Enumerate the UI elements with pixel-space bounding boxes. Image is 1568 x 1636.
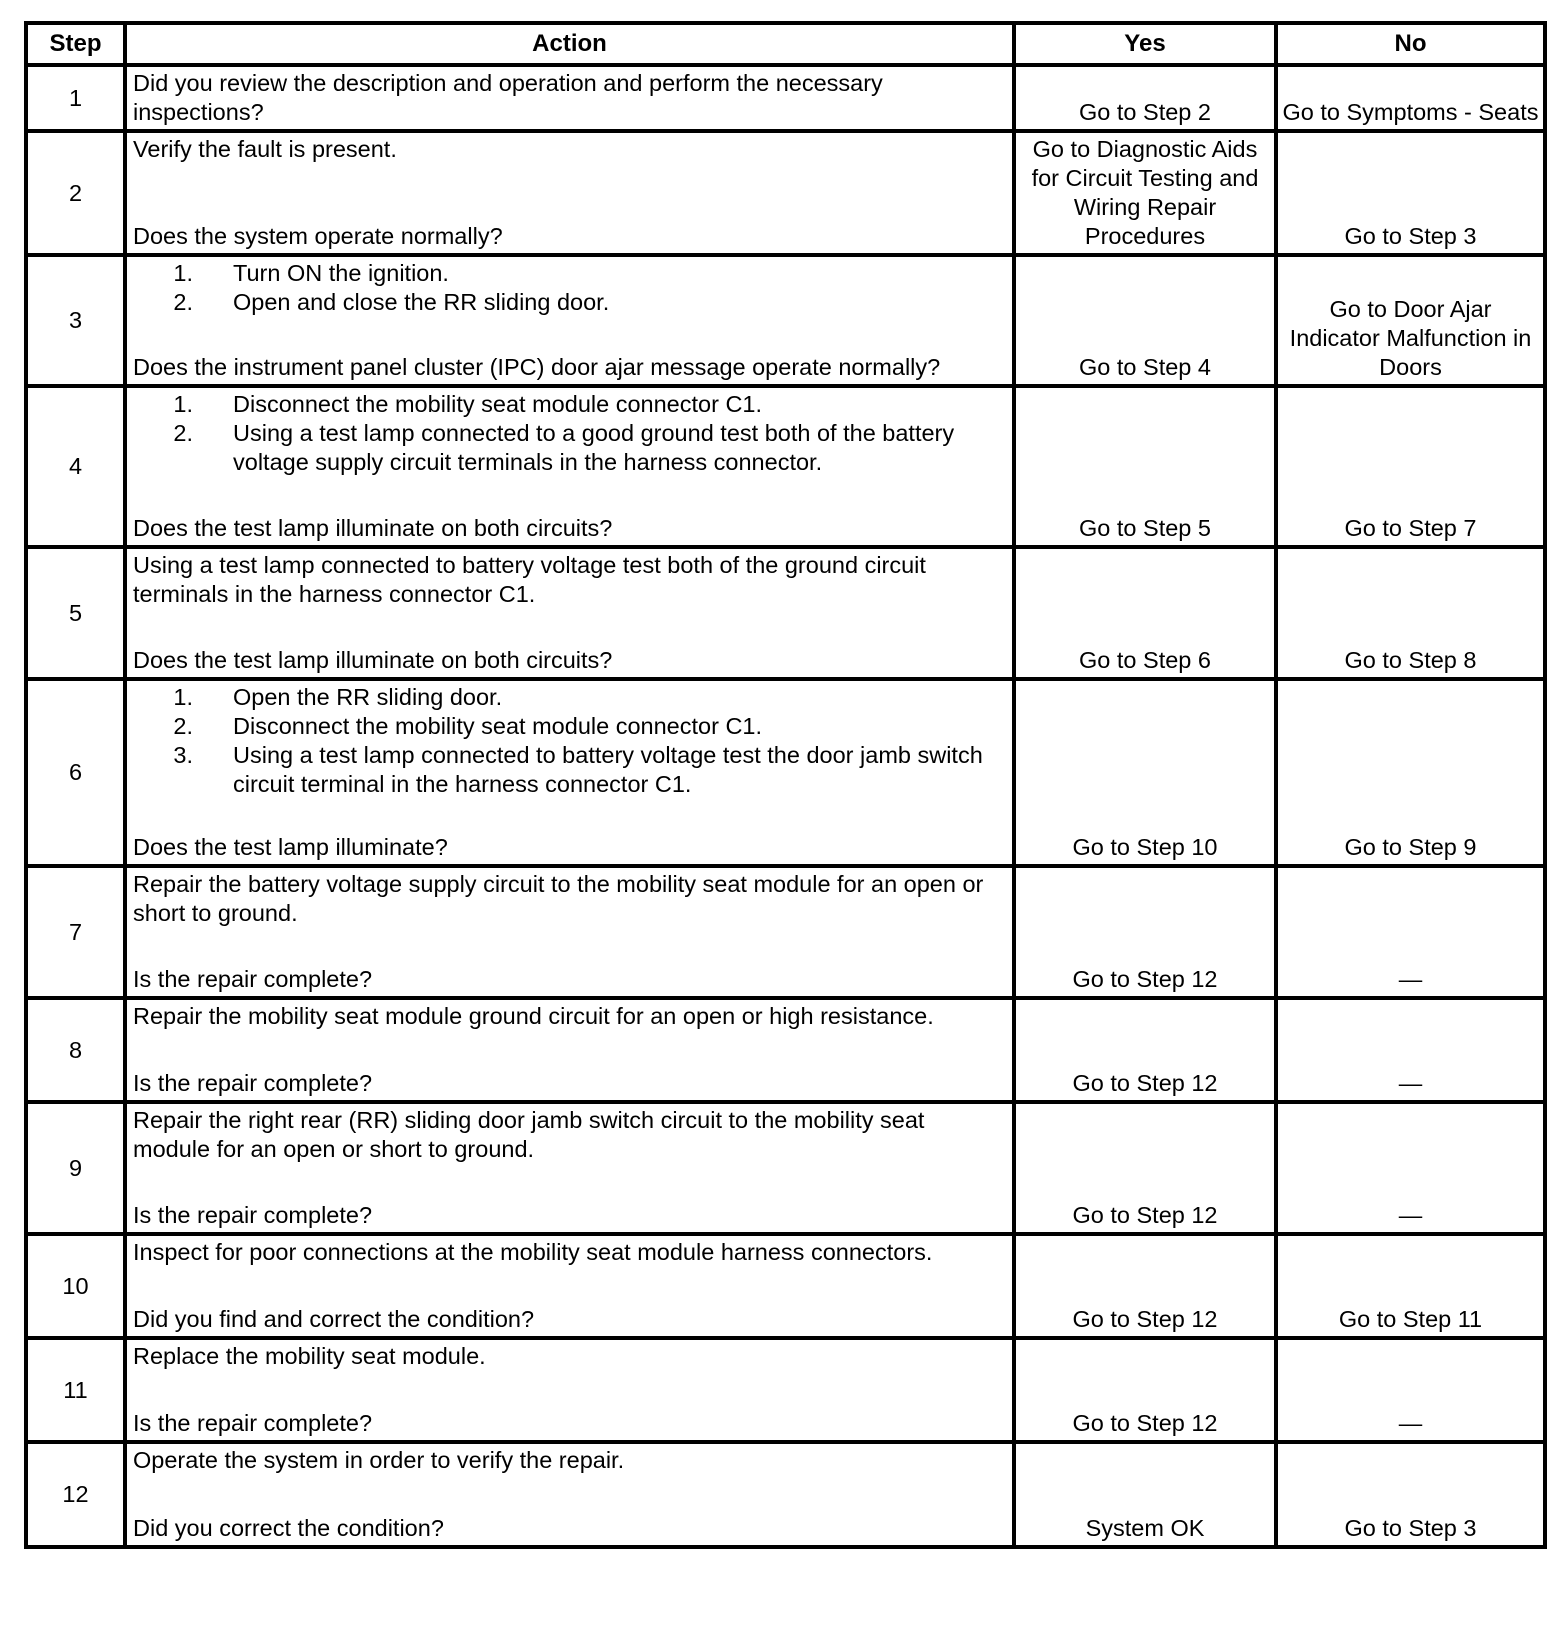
step-item-number: 2. [173, 289, 193, 315]
step-number: 10 [26, 1234, 125, 1338]
numbered-step [133, 741, 1008, 799]
no-result: Go to Step 3 [1276, 131, 1545, 255]
action-question: Did you correct the condition? [133, 1515, 444, 1541]
yes-result: Go to Step 6 [1014, 547, 1276, 679]
no-result: Go to Step 11 [1276, 1234, 1545, 1338]
action-question: Is the repair complete? [133, 1202, 373, 1228]
action-cell [125, 255, 1014, 386]
step-number: 9 [26, 1102, 125, 1234]
header-action: Action [125, 23, 1014, 65]
action-question: Is the repair complete? [133, 1070, 373, 1096]
action-instructions [133, 551, 1008, 609]
action-text: Replace the mobility seat module. [133, 1343, 486, 1369]
action-cell [125, 547, 1014, 679]
action-cell [125, 1442, 1014, 1547]
header-row [26, 23, 1545, 65]
yes-result: Go to Diagnostic Aids for Circuit Testing and Wiring Repair Procedures [1014, 131, 1276, 255]
table-row [26, 131, 1545, 255]
numbered-steps [133, 683, 1008, 799]
step-item-number: 2. [173, 420, 193, 446]
no-result: — [1276, 1102, 1545, 1234]
action-text: Repair the right rear (RR) sliding door jamb switch circuit to the mobility seat module for an open or short to ground. [133, 1107, 925, 1162]
action-cell [125, 131, 1014, 255]
yes-result: Go to Step 12 [1014, 1338, 1276, 1442]
numbered-step [133, 259, 1008, 288]
table-row [26, 255, 1545, 386]
action-content [133, 551, 1008, 675]
action-instructions [133, 69, 1008, 127]
action-content [133, 1342, 1008, 1438]
action-cell [125, 679, 1014, 866]
action-question: Does the test lamp illuminate on both circuits? [133, 515, 613, 541]
action-content [133, 1106, 1008, 1230]
action-cell [125, 386, 1014, 547]
step-item-text: Open the RR sliding door. [233, 684, 503, 710]
table-row [26, 1442, 1545, 1547]
action-cell [125, 1234, 1014, 1338]
action-instructions [133, 1238, 1008, 1267]
yes-result: Go to Step 12 [1014, 866, 1276, 998]
step-number: 7 [26, 866, 125, 998]
action-content [133, 259, 1008, 382]
step-number: 6 [26, 679, 125, 866]
action-text: Did you review the description and operation and perform the necessary inspections? [133, 70, 883, 125]
action-instructions [133, 135, 1008, 164]
action-cell [125, 65, 1014, 131]
action-content [133, 683, 1008, 862]
table-row [26, 1338, 1545, 1442]
step-item-text: Using a test lamp connected to a good ground test both of the battery voltage supply circuit terminals in the harness connector. [233, 420, 955, 475]
yes-result: Go to Step 5 [1014, 386, 1276, 547]
table-row [26, 65, 1545, 131]
action-text: Inspect for poor connections at the mobility seat module harness connectors. [133, 1239, 933, 1265]
no-result: — [1276, 866, 1545, 998]
numbered-step [133, 390, 1008, 419]
step-item-number: 1. [173, 260, 193, 286]
table-row [26, 679, 1545, 866]
header-no: No [1276, 23, 1545, 65]
no-result: Go to Door Ajar Indicator Malfunction in Doors [1276, 255, 1545, 386]
no-result: — [1276, 998, 1545, 1102]
step-item-text: Using a test lamp connected to battery voltage test the door jamb switch circuit terminal in the harness connector C1. [233, 742, 983, 797]
step-number: 5 [26, 547, 125, 679]
numbered-step [133, 712, 1008, 741]
table-row [26, 386, 1545, 547]
table-row [26, 547, 1545, 679]
no-result: Go to Step 9 [1276, 679, 1545, 866]
action-content [133, 1002, 1008, 1098]
table-row [26, 866, 1545, 998]
yes-result: Go to Step 2 [1014, 65, 1276, 131]
action-content [133, 870, 1008, 994]
action-text: Using a test lamp connected to battery voltage test both of the ground circuit terminals in the harness connector C1. [133, 552, 926, 607]
action-question: Does the instrument panel cluster (IPC) door ajar message operate normally? [133, 354, 941, 380]
diagnostic-table [24, 21, 1547, 1549]
step-item-number: 1. [173, 391, 193, 417]
action-instructions [133, 870, 1008, 928]
step-number: 12 [26, 1442, 125, 1547]
yes-result: Go to Step 12 [1014, 1234, 1276, 1338]
no-result: Go to Step 7 [1276, 386, 1545, 547]
action-text: Repair the mobility seat module ground circuit for an open or high resistance. [133, 1003, 934, 1029]
action-content [133, 69, 1008, 127]
step-item-text: Open and close the RR sliding door. [233, 289, 610, 315]
numbered-step [133, 419, 1008, 477]
action-instructions [133, 1002, 1008, 1031]
header-step: Step [26, 23, 125, 65]
step-number: 1 [26, 65, 125, 131]
action-question: Does the test lamp illuminate? [133, 834, 448, 860]
yes-result: Go to Step 10 [1014, 679, 1276, 866]
action-content [133, 390, 1008, 543]
action-content [133, 1238, 1008, 1334]
no-result: Go to Step 3 [1276, 1442, 1545, 1547]
table-row [26, 998, 1545, 1102]
action-instructions [133, 1342, 1008, 1371]
table-body [26, 65, 1545, 1547]
action-instructions [133, 390, 1008, 477]
yes-result: Go to Step 4 [1014, 255, 1276, 386]
yes-result: System OK [1014, 1442, 1276, 1547]
action-instructions [133, 683, 1008, 799]
action-question: Did you find and correct the condition? [133, 1306, 535, 1332]
numbered-step [133, 288, 1008, 317]
step-item-number: 1. [173, 684, 193, 710]
action-instructions [133, 259, 1008, 317]
numbered-step [133, 683, 1008, 712]
step-number: 4 [26, 386, 125, 547]
no-result: Go to Step 8 [1276, 547, 1545, 679]
table-row [26, 1102, 1545, 1234]
numbered-steps [133, 390, 1008, 477]
table-row [26, 1234, 1545, 1338]
action-instructions [133, 1106, 1008, 1164]
step-item-text: Turn ON the ignition. [233, 260, 449, 286]
step-number: 8 [26, 998, 125, 1102]
action-text: Operate the system in order to verify the repair. [133, 1447, 625, 1473]
step-item-number: 3. [173, 742, 193, 768]
numbered-steps [133, 259, 1008, 317]
action-cell [125, 998, 1014, 1102]
step-item-number: 2. [173, 713, 193, 739]
yes-result: Go to Step 12 [1014, 998, 1276, 1102]
header-yes: Yes [1014, 23, 1276, 65]
action-cell [125, 1338, 1014, 1442]
action-text: Verify the fault is present. [133, 136, 397, 162]
action-question: Does the system operate normally? [133, 223, 503, 249]
step-number: 2 [26, 131, 125, 255]
action-content [133, 1446, 1008, 1543]
step-number: 3 [26, 255, 125, 386]
no-result: — [1276, 1338, 1545, 1442]
step-item-text: Disconnect the mobility seat module connector C1. [233, 391, 763, 417]
action-question: Is the repair complete? [133, 1410, 373, 1436]
yes-result: Go to Step 12 [1014, 1102, 1276, 1234]
action-instructions [133, 1446, 1008, 1475]
action-cell [125, 1102, 1014, 1234]
action-content [133, 135, 1008, 251]
action-cell [125, 866, 1014, 998]
action-question: Does the test lamp illuminate on both circuits? [133, 647, 613, 673]
step-number: 11 [26, 1338, 125, 1442]
action-text: Repair the battery voltage supply circuit to the mobility seat module for an open or short to ground. [133, 871, 984, 926]
step-item-text: Disconnect the mobility seat module connector C1. [233, 713, 763, 739]
no-result: Go to Symptoms - Seats [1276, 65, 1545, 131]
action-question: Is the repair complete? [133, 966, 373, 992]
